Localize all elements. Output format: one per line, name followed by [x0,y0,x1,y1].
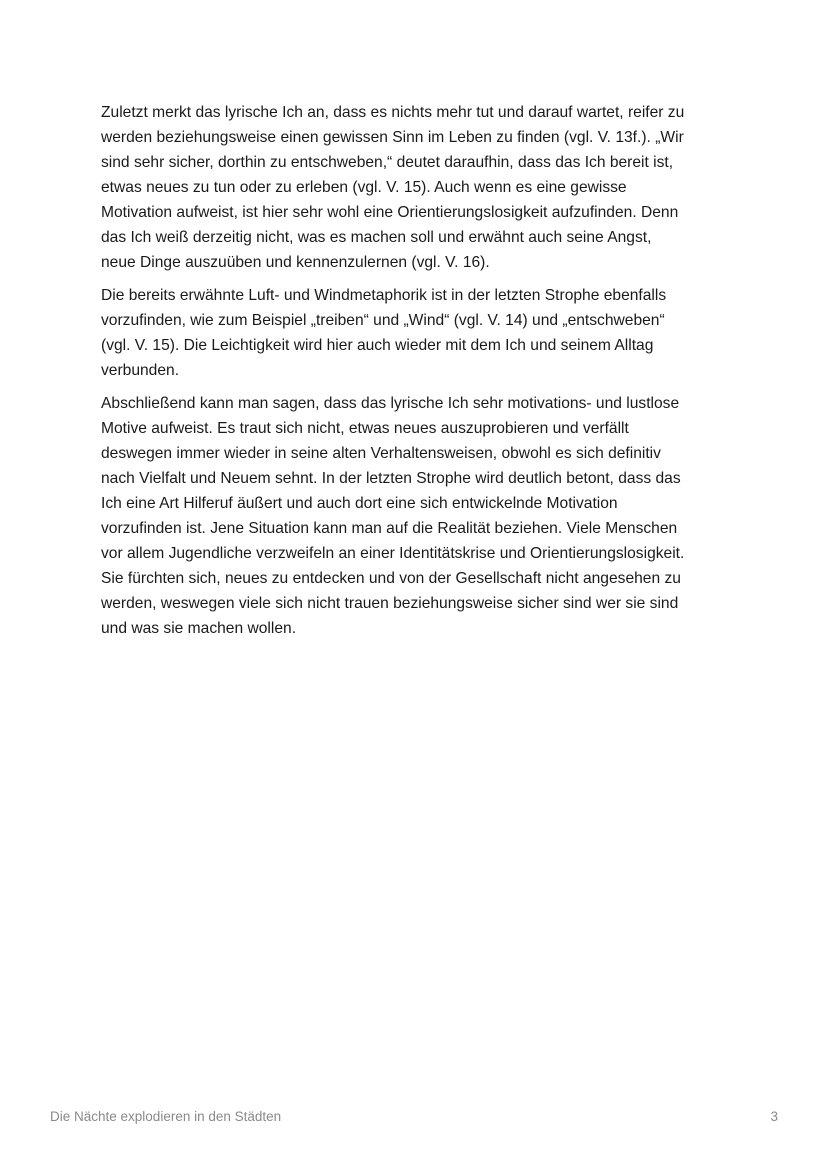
footer-page-number: 3 [770,1109,778,1124]
text-line: Motive aufweist. Es traut sich nicht, etwas neues auszuprobieren und verfällt [101,420,629,437]
text-line: sind sehr sicher, dorthin zu entschweben,“ deutet daraufhin, dass das Ich bereit ist, [101,154,674,171]
text-line: neue Dinge auszuüben und kennenzulernen (vgl. V. 16). [101,254,490,271]
text-line: werden, weswegen viele sich nicht trauen beziehungsweise sicher sind wer sie sind [101,595,679,612]
text-line: deswegen immer wieder in seine alten Verhaltensweisen, obwohl es sich definitiv [101,445,661,462]
text-line: vorzufinden, wie zum Beispiel „treiben“ und „Wind“ (vgl. V. 14) und „entschweben“ [101,312,665,329]
text-line: vorzufinden ist. Jene Situation kann man auf die Realität beziehen. Viele Menschen [101,520,678,537]
text-line: und was sie machen wollen. [101,620,297,637]
text-line: etwas neues zu tun oder zu erleben (vgl. V. 15). Auch wenn es eine gewisse [101,179,627,196]
text-line: werden beziehungsweise einen gewissen Sinn im Leben zu finden (vgl. V. 13f.). „Wir [101,129,684,146]
paragraph-final-conclusion [101,391,731,641]
paragraph-wind-metaphor [101,283,731,383]
text-line: Abschließend kann man sagen, dass das lyrische Ich sehr motivations- und lustlose [101,395,680,412]
document-body [101,100,731,649]
text-line: vor allem Jugendliche verzweifeln an einer Identitätskrise und Orientierungslosigkeit. [101,545,685,562]
text-line: Sie fürchten sich, neues zu entdecken und von der Gesellschaft nicht angesehen zu [101,570,681,587]
text-line: Ich eine Art Hilferuf äußert und auch dort eine sich entwickelnde Motivation [101,495,618,512]
text-line: Motivation aufweist, ist hier sehr wohl eine Orientierungslosigkeit aufzufinden. Denn [101,204,679,221]
text-line: verbunden. [101,362,180,379]
text-line: das Ich weiß derzeitig nicht, was es machen soll und erwähnt auch seine Angst, [101,229,652,246]
text-line: Zuletzt merkt das lyrische Ich an, dass es nichts mehr tut und darauf wartet, reifer zu [101,104,685,121]
footer-document-title: Die Nächte explodieren in den Städten [50,1109,282,1124]
text-line: Die bereits erwähnte Luft- und Windmetaphorik ist in der letzten Strophe ebenfalls [101,287,667,304]
paragraph-conclusion-lyrical-self [101,100,731,275]
text-line: (vgl. V. 15). Die Leichtigkeit wird hier auch wieder mit dem Ich und seinem Alltag [101,337,654,354]
text-line: nach Vielfalt und Neuem sehnt. In der letzten Strophe wird deutlich betont, dass das [101,470,681,487]
